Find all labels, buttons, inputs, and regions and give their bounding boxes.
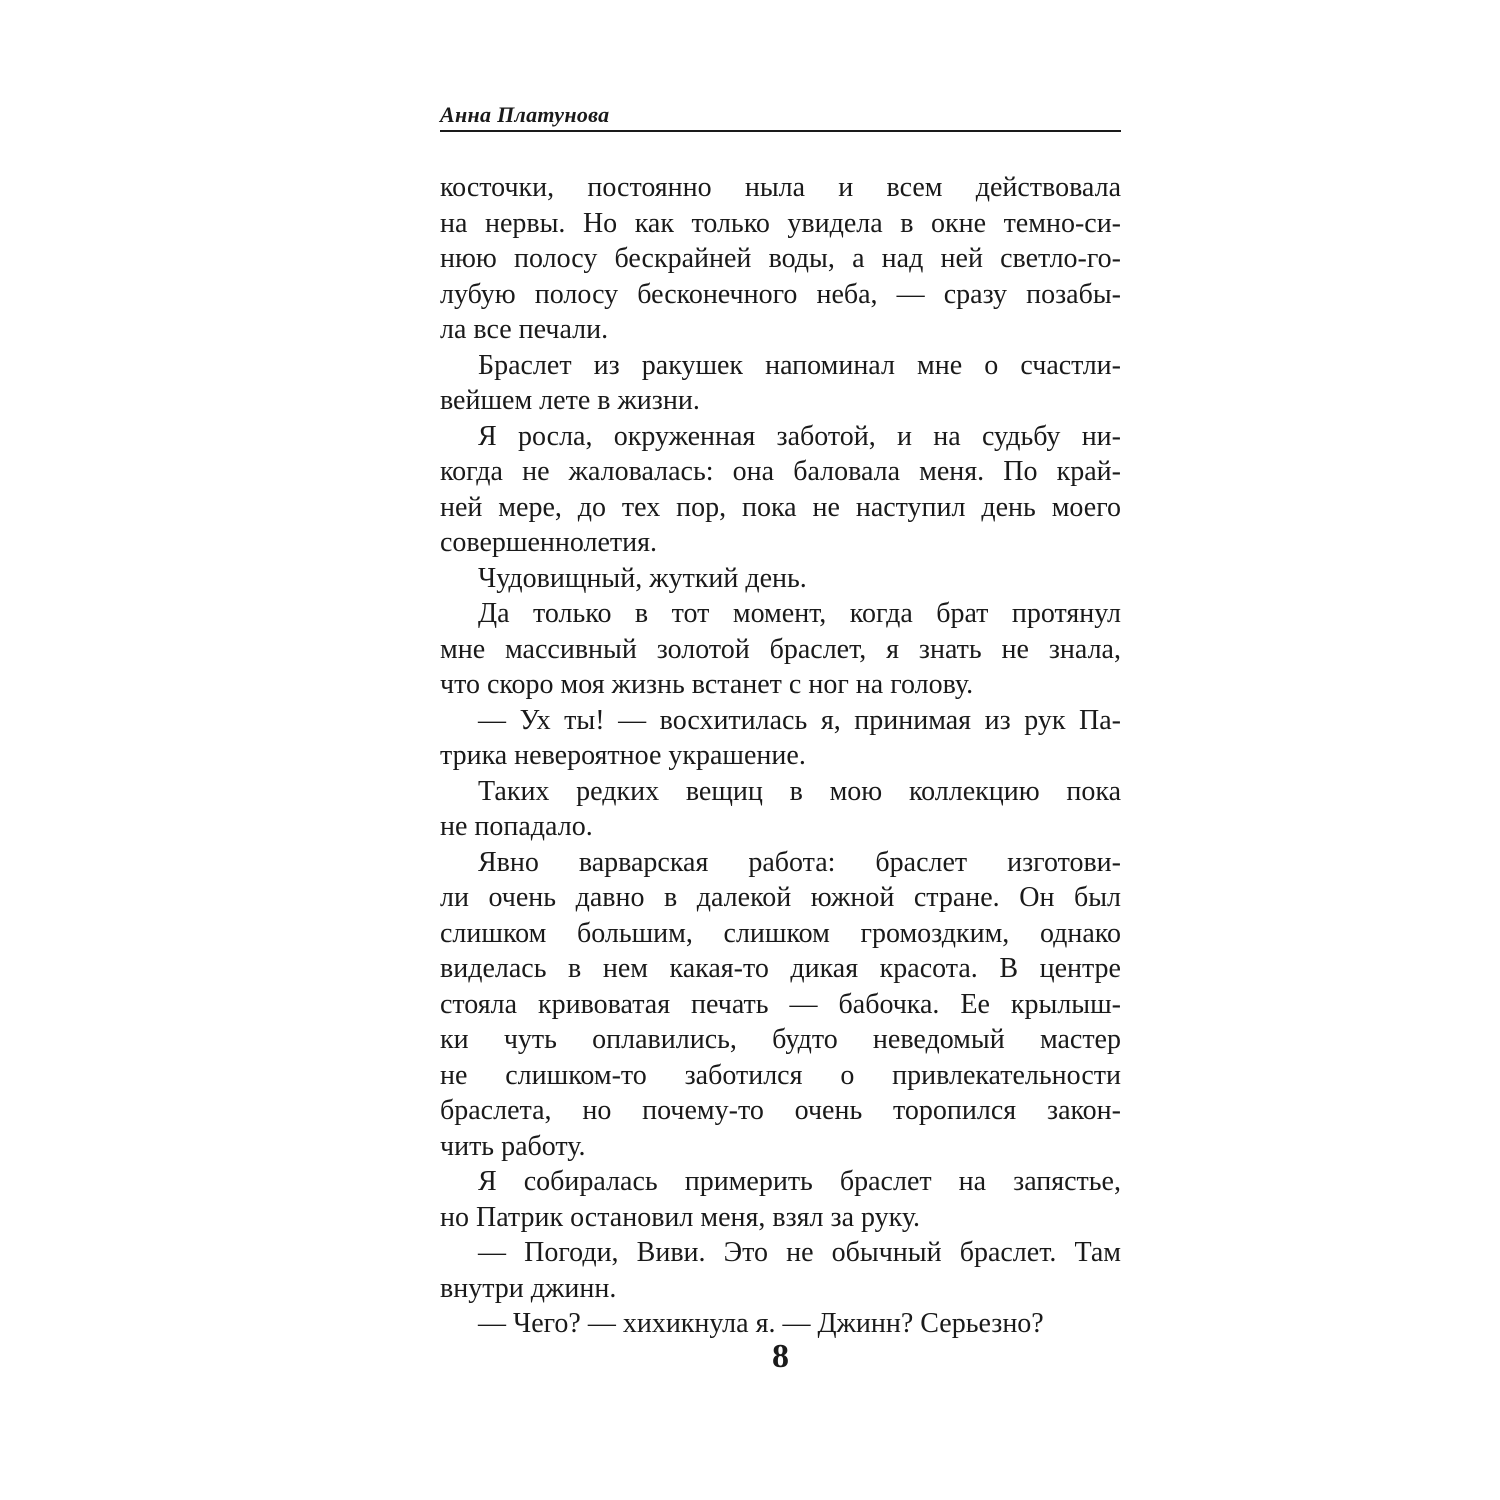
text-line: не попадало. (440, 811, 593, 842)
text-line: виделась в нем какая-то дикая красота. В центре (440, 953, 1121, 984)
text-line: нюю полосу бескрайней воды, а над ней светло-го- (440, 243, 1121, 274)
text-line: ки чуть оплавились, будто неведомый мастер (440, 1024, 1121, 1055)
text-line: Да только в тот момент, когда брат протянул (478, 598, 1121, 629)
body-text (440, 170, 1121, 1342)
text-line: вейшем лете в жизни. (440, 385, 700, 416)
page-number: 8 (772, 1338, 789, 1375)
text-line: ли очень давно в далекой южной стране. Он был (440, 882, 1121, 913)
text-line: трика невероятное украшение. (440, 740, 806, 771)
header-rule (440, 130, 1121, 132)
text-line: косточки, постоянно ныла и всем действовала (440, 172, 1121, 203)
text-line: не слишком-то заботился о привлекательности (440, 1059, 1121, 1091)
text-line: мне массивный золотой браслет, я знать не знала, (440, 633, 1121, 665)
text-line: совершеннолетия. (440, 527, 657, 558)
text-line: Я росла, окруженная заботой, и на судьбу ни- (478, 420, 1121, 452)
text-line: браслета, но почему-то очень торопился закон- (440, 1095, 1121, 1126)
text-line: Таких редких вещиц в мою коллекцию пока (478, 775, 1121, 807)
text-line: чить работу. (440, 1130, 586, 1162)
text-line: на нервы. Но как только увидела в окне темно-си- (440, 207, 1121, 239)
text-line: но Патрик остановил меня, взял за руку. (440, 1201, 921, 1233)
text-line: стояла кривоватая печать — бабочка. Ее крылыш- (440, 988, 1121, 1020)
text-line: — Погоди, Виви. Это не обычный браслет. Там (478, 1237, 1121, 1268)
text-line: когда не жаловалась: она баловала меня. По край- (440, 456, 1121, 487)
text-line: ней мере, до тех пор, пока не наступил день моего (440, 491, 1121, 523)
text-line: — Чего? — хихикнула я. — Джинн? Серьезно? (478, 1308, 1044, 1339)
text-line: слишком большим, слишком громоздким, однако (440, 917, 1121, 949)
text-line: ла все печали. (440, 314, 609, 345)
book-page (440, 100, 1121, 1400)
text-line: внутри джинн. (440, 1272, 617, 1304)
text-line: Явно варварская работа: браслет изготови- (478, 846, 1121, 878)
text-line: лубую полосу бесконечного неба, — сразу позабы- (440, 278, 1121, 310)
text-line: что скоро моя жизнь встанет с ног на голову. (440, 669, 974, 700)
text-line: Я собиралась примерить браслет на запястье, (478, 1166, 1121, 1197)
text-line: — Ух ты! — восхитилась я, принимая из рук Па- (478, 704, 1121, 736)
text-line: Чудовищный, жуткий день. (478, 562, 807, 594)
running-head-author: Анна Платунова (440, 102, 610, 127)
text-line: Браслет из ракушек напоминал мне о счастли- (478, 349, 1121, 381)
